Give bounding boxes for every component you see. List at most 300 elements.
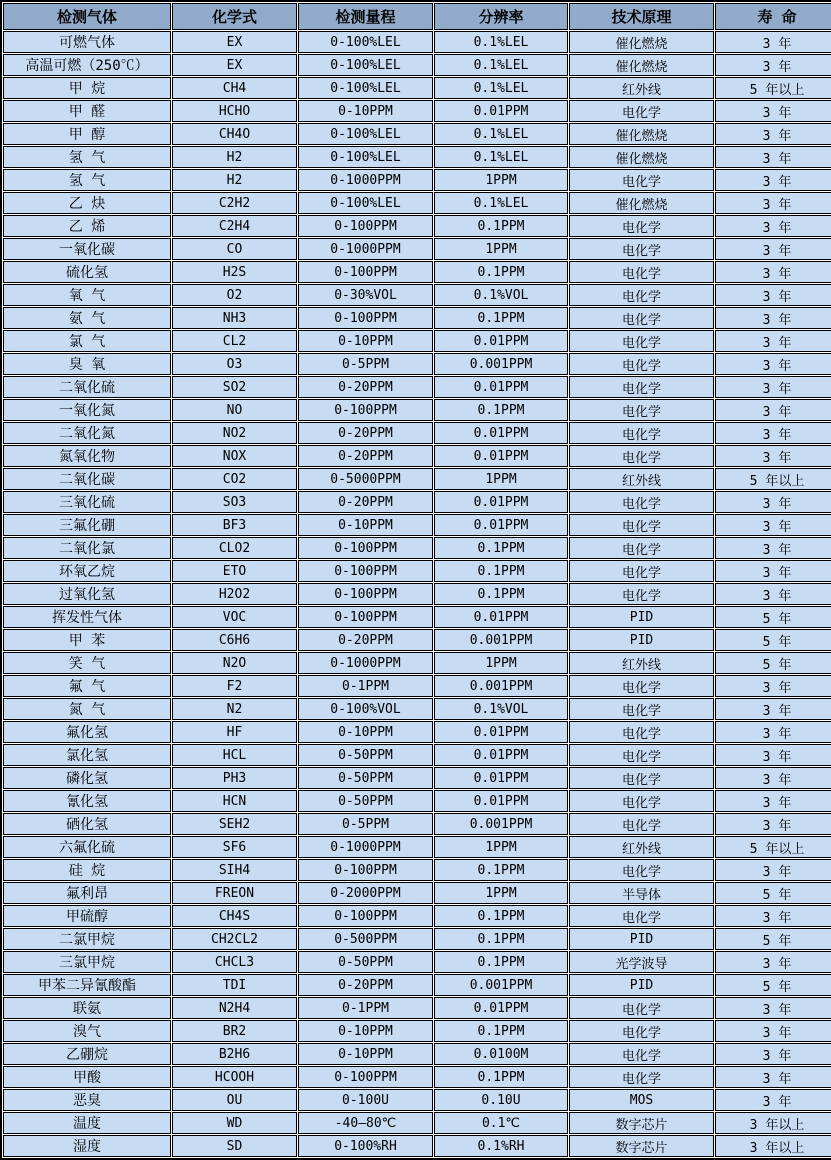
lifespan-cell: 5 年 [715, 974, 831, 996]
formula-cell: O2 [172, 284, 297, 306]
range-cell: 0-100PPM [298, 905, 433, 927]
resolution-cell: 0.1PPM [434, 399, 568, 421]
resolution-cell: 0.1%LEL [434, 77, 568, 99]
gas-table-body [3, 31, 831, 1157]
principle-cell: PID [569, 974, 714, 996]
resolution-cell: 0.01PPM [434, 445, 568, 467]
table-row [3, 1089, 831, 1111]
range-cell: 0-20PPM [298, 422, 433, 444]
formula-cell: HCN [172, 790, 297, 812]
header-row [3, 3, 831, 30]
lifespan-cell: 3 年 [715, 951, 831, 973]
table-row [3, 698, 831, 720]
table-row [3, 1020, 831, 1042]
formula-cell: HCHO [172, 100, 297, 122]
formula-cell: H2 [172, 169, 297, 191]
formula-cell: HCOOH [172, 1066, 297, 1088]
table-row [3, 123, 831, 145]
gas-name-cell: 氢 气 [3, 169, 171, 191]
principle-cell: PID [569, 928, 714, 950]
lifespan-cell: 3 年 [715, 353, 831, 375]
principle-cell: 数字芯片 [569, 1112, 714, 1134]
table-row [3, 744, 831, 766]
table-row [3, 836, 831, 858]
resolution-cell: 0.1%LEL [434, 54, 568, 76]
table-row [3, 1112, 831, 1134]
gas-name-cell: 二氧化硫 [3, 376, 171, 398]
principle-cell: 电化学 [569, 744, 714, 766]
lifespan-cell: 3 年 [715, 859, 831, 881]
table-row [3, 859, 831, 881]
gas-name-cell: 甲 醇 [3, 123, 171, 145]
lifespan-cell: 3 年 [715, 721, 831, 743]
formula-cell: BR2 [172, 1020, 297, 1042]
formula-cell: O3 [172, 353, 297, 375]
resolution-cell: 0.1PPM [434, 583, 568, 605]
range-cell: 0-20PPM [298, 629, 433, 651]
formula-cell: CL2 [172, 330, 297, 352]
gas-name-cell: 三氯甲烷 [3, 951, 171, 973]
lifespan-cell: 3 年 [715, 422, 831, 444]
range-cell: 0-20PPM [298, 445, 433, 467]
range-cell: 0-100%LEL [298, 77, 433, 99]
table-row [3, 54, 831, 76]
gas-name-cell: 甲酸 [3, 1066, 171, 1088]
lifespan-cell: 3 年 [715, 905, 831, 927]
table-row [3, 353, 831, 375]
table-row [3, 767, 831, 789]
range-cell: 0-1000PPM [298, 836, 433, 858]
table-row [3, 468, 831, 490]
lifespan-cell: 3 年 [715, 997, 831, 1019]
lifespan-cell: 3 年 [715, 238, 831, 260]
lifespan-cell: 5 年 [715, 606, 831, 628]
lifespan-cell: 3 年 [715, 675, 831, 697]
lifespan-cell: 3 年 [715, 330, 831, 352]
principle-cell: 电化学 [569, 514, 714, 536]
gas-name-cell: 联氨 [3, 997, 171, 1019]
formula-cell: NO [172, 399, 297, 421]
range-cell: 0-10PPM [298, 1043, 433, 1065]
resolution-cell: 0.01PPM [434, 491, 568, 513]
principle-cell: 电化学 [569, 859, 714, 881]
resolution-cell: 0.001PPM [434, 629, 568, 651]
table-row [3, 997, 831, 1019]
resolution-cell: 0.0100M [434, 1043, 568, 1065]
lifespan-cell: 3 年 [715, 100, 831, 122]
principle-cell: 电化学 [569, 813, 714, 835]
resolution-cell: 0.1%VOL [434, 698, 568, 720]
gas-name-cell: 二氧化碳 [3, 468, 171, 490]
resolution-cell: 0.1PPM [434, 859, 568, 881]
table-row [3, 951, 831, 973]
formula-cell: CO [172, 238, 297, 260]
formula-cell: CH2CL2 [172, 928, 297, 950]
resolution-cell: 1PPM [434, 652, 568, 674]
principle-cell: 电化学 [569, 905, 714, 927]
resolution-cell: 0.1PPM [434, 928, 568, 950]
range-cell: -40—80℃ [298, 1112, 433, 1134]
table-row [3, 813, 831, 835]
table-row [3, 514, 831, 536]
table-row [3, 560, 831, 582]
formula-cell: WD [172, 1112, 297, 1134]
resolution-cell: 0.001PPM [434, 813, 568, 835]
principle-cell: 催化燃烧 [569, 123, 714, 145]
resolution-cell: 0.1PPM [434, 537, 568, 559]
table-row [3, 606, 831, 628]
table-row [3, 652, 831, 674]
principle-cell: 电化学 [569, 399, 714, 421]
gas-name-cell: 湿度 [3, 1135, 171, 1157]
resolution-cell: 1PPM [434, 468, 568, 490]
range-cell: 0-100%LEL [298, 146, 433, 168]
formula-cell: EX [172, 31, 297, 53]
formula-cell: EX [172, 54, 297, 76]
resolution-cell: 0.1PPM [434, 1066, 568, 1088]
range-cell: 0-100%RH [298, 1135, 433, 1157]
resolution-cell: 0.10U [434, 1089, 568, 1111]
gas-name-cell: 三氟化硼 [3, 514, 171, 536]
lifespan-cell: 3 年 [715, 399, 831, 421]
formula-cell: CH4 [172, 77, 297, 99]
principle-cell: 红外线 [569, 77, 714, 99]
formula-cell: H2S [172, 261, 297, 283]
range-cell: 0-50PPM [298, 951, 433, 973]
principle-cell: 电化学 [569, 997, 714, 1019]
principle-cell: 电化学 [569, 238, 714, 260]
gas-name-cell: 乙 烯 [3, 215, 171, 237]
resolution-cell: 0.1PPM [434, 905, 568, 927]
gas-name-cell: 硒化氢 [3, 813, 171, 835]
range-cell: 0-10PPM [298, 100, 433, 122]
lifespan-cell: 5 年 [715, 928, 831, 950]
gas-name-cell: 甲 醛 [3, 100, 171, 122]
gas-name-cell: 溴气 [3, 1020, 171, 1042]
range-cell: 0-100PPM [298, 560, 433, 582]
gas-name-cell: 氧 气 [3, 284, 171, 306]
table-row [3, 261, 831, 283]
gas-name-cell: 一氧化氮 [3, 399, 171, 421]
range-cell: 0-1000PPM [298, 238, 433, 260]
resolution-cell: 0.1%VOL [434, 284, 568, 306]
formula-cell: SF6 [172, 836, 297, 858]
table-row [3, 169, 831, 191]
resolution-cell: 0.1PPM [434, 261, 568, 283]
principle-cell: 电化学 [569, 1020, 714, 1042]
formula-cell: HCL [172, 744, 297, 766]
header-resolution: 分辨率 [434, 3, 568, 30]
formula-cell: HF [172, 721, 297, 743]
gas-name-cell: 氮氧化物 [3, 445, 171, 467]
principle-cell: 半导体 [569, 882, 714, 904]
gas-name-cell: 笑 气 [3, 652, 171, 674]
formula-cell: H2O2 [172, 583, 297, 605]
range-cell: 0-500PPM [298, 928, 433, 950]
table-row [3, 215, 831, 237]
formula-cell: SO3 [172, 491, 297, 513]
range-cell: 0-50PPM [298, 744, 433, 766]
range-cell: 0-100PPM [298, 399, 433, 421]
resolution-cell: 0.1%LEL [434, 123, 568, 145]
resolution-cell: 0.01PPM [434, 606, 568, 628]
resolution-cell: 0.1%LEL [434, 31, 568, 53]
formula-cell: BF3 [172, 514, 297, 536]
range-cell: 0-100PPM [298, 606, 433, 628]
table-row [3, 491, 831, 513]
principle-cell: 电化学 [569, 376, 714, 398]
table-row [3, 307, 831, 329]
lifespan-cell: 3 年 [715, 583, 831, 605]
formula-cell: NOX [172, 445, 297, 467]
principle-cell: 催化燃烧 [569, 31, 714, 53]
table-row [3, 675, 831, 697]
formula-cell: F2 [172, 675, 297, 697]
principle-cell: 电化学 [569, 169, 714, 191]
gas-name-cell: 二氯甲烷 [3, 928, 171, 950]
lifespan-cell: 5 年以上 [715, 77, 831, 99]
range-cell: 0-20PPM [298, 974, 433, 996]
gas-name-cell: 可燃气体 [3, 31, 171, 53]
range-cell: 0-20PPM [298, 376, 433, 398]
lifespan-cell: 3 年 [715, 284, 831, 306]
range-cell: 0-100PPM [298, 583, 433, 605]
header-range: 检测量程 [298, 3, 433, 30]
formula-cell: NO2 [172, 422, 297, 444]
gas-name-cell: 甲 苯 [3, 629, 171, 651]
resolution-cell: 0.01PPM [434, 100, 568, 122]
table-row [3, 583, 831, 605]
formula-cell: SEH2 [172, 813, 297, 835]
principle-cell: 电化学 [569, 721, 714, 743]
lifespan-cell: 3 年 [715, 744, 831, 766]
formula-cell: C2H2 [172, 192, 297, 214]
formula-cell: SIH4 [172, 859, 297, 881]
gas-name-cell: 氨 气 [3, 307, 171, 329]
gas-name-cell: 环氧乙烷 [3, 560, 171, 582]
formula-cell: NH3 [172, 307, 297, 329]
resolution-cell: 0.01PPM [434, 721, 568, 743]
table-row [3, 284, 831, 306]
lifespan-cell: 3 年 [715, 790, 831, 812]
lifespan-cell: 3 年 [715, 54, 831, 76]
table-row [3, 905, 831, 927]
range-cell: 0-5PPM [298, 813, 433, 835]
table-row [3, 330, 831, 352]
formula-cell: CHCL3 [172, 951, 297, 973]
table-row [3, 31, 831, 53]
lifespan-cell: 3 年 [715, 169, 831, 191]
table-row [3, 146, 831, 168]
resolution-cell: 0.01PPM [434, 997, 568, 1019]
resolution-cell: 1PPM [434, 238, 568, 260]
principle-cell: 电化学 [569, 215, 714, 237]
gas-name-cell: 二氧化氮 [3, 422, 171, 444]
formula-cell: SD [172, 1135, 297, 1157]
lifespan-cell: 3 年 [715, 1043, 831, 1065]
formula-cell: N2H4 [172, 997, 297, 1019]
formula-cell: N2 [172, 698, 297, 720]
table-row [3, 192, 831, 214]
table-row [3, 1066, 831, 1088]
gas-name-cell: 六氟化硫 [3, 836, 171, 858]
resolution-cell: 0.01PPM [434, 422, 568, 444]
principle-cell: 电化学 [569, 675, 714, 697]
table-row [3, 445, 831, 467]
lifespan-cell: 3 年 [715, 146, 831, 168]
range-cell: 0-100%LEL [298, 192, 433, 214]
formula-cell: CH4O [172, 123, 297, 145]
gas-name-cell: 磷化氢 [3, 767, 171, 789]
lifespan-cell: 3 年 [715, 560, 831, 582]
table-row [3, 1135, 831, 1157]
principle-cell: 电化学 [569, 307, 714, 329]
gas-name-cell: 甲硫醇 [3, 905, 171, 927]
table-row [3, 376, 831, 398]
gas-name-cell: 过氧化氢 [3, 583, 171, 605]
resolution-cell: 0.1PPM [434, 560, 568, 582]
principle-cell: 红外线 [569, 468, 714, 490]
formula-cell: C2H4 [172, 215, 297, 237]
resolution-cell: 0.01PPM [434, 514, 568, 536]
formula-cell: CLO2 [172, 537, 297, 559]
principle-cell: 电化学 [569, 560, 714, 582]
gas-name-cell: 乙 炔 [3, 192, 171, 214]
lifespan-cell: 3 年 [715, 31, 831, 53]
principle-cell: 红外线 [569, 652, 714, 674]
principle-cell: 电化学 [569, 445, 714, 467]
range-cell: 0-100PPM [298, 1066, 433, 1088]
range-cell: 0-50PPM [298, 767, 433, 789]
formula-cell: FREON [172, 882, 297, 904]
resolution-cell: 0.1%RH [434, 1135, 568, 1157]
formula-cell: ETO [172, 560, 297, 582]
principle-cell: MOS [569, 1089, 714, 1111]
range-cell: 0-100%VOL [298, 698, 433, 720]
principle-cell: 催化燃烧 [569, 192, 714, 214]
resolution-cell: 0.01PPM [434, 330, 568, 352]
range-cell: 0-10PPM [298, 330, 433, 352]
gas-name-cell: 二氧化氯 [3, 537, 171, 559]
lifespan-cell: 3 年 [715, 537, 831, 559]
principle-cell: 电化学 [569, 790, 714, 812]
resolution-cell: 0.1PPM [434, 1020, 568, 1042]
range-cell: 0-100U [298, 1089, 433, 1111]
range-cell: 0-30%VOL [298, 284, 433, 306]
range-cell: 0-50PPM [298, 790, 433, 812]
resolution-cell: 0.001PPM [434, 353, 568, 375]
resolution-cell: 0.01PPM [434, 744, 568, 766]
resolution-cell: 0.1PPM [434, 215, 568, 237]
range-cell: 0-100%LEL [298, 123, 433, 145]
range-cell: 0-1000PPM [298, 169, 433, 191]
principle-cell: 数字芯片 [569, 1135, 714, 1157]
gas-name-cell: 一氧化碳 [3, 238, 171, 260]
range-cell: 0-100%LEL [298, 31, 433, 53]
lifespan-cell: 3 年 [715, 307, 831, 329]
principle-cell: 电化学 [569, 583, 714, 605]
header-lifespan: 寿 命 [715, 3, 831, 30]
table-row [3, 100, 831, 122]
formula-cell: CO2 [172, 468, 297, 490]
gas-name-cell: 乙硼烷 [3, 1043, 171, 1065]
table-row [3, 77, 831, 99]
table-row [3, 629, 831, 651]
principle-cell: PID [569, 606, 714, 628]
lifespan-cell: 3 年 [715, 445, 831, 467]
formula-cell: SO2 [172, 376, 297, 398]
range-cell: 0-10PPM [298, 721, 433, 743]
principle-cell: 催化燃烧 [569, 54, 714, 76]
range-cell: 0-2000PPM [298, 882, 433, 904]
lifespan-cell: 5 年以上 [715, 468, 831, 490]
range-cell: 0-1PPM [298, 675, 433, 697]
lifespan-cell: 3 年 [715, 514, 831, 536]
range-cell: 0-5PPM [298, 353, 433, 375]
formula-cell: PH3 [172, 767, 297, 789]
gas-name-cell: 硫化氢 [3, 261, 171, 283]
principle-cell: 电化学 [569, 284, 714, 306]
table-row [3, 399, 831, 421]
table-row [3, 790, 831, 812]
gas-name-cell: 硅 烷 [3, 859, 171, 881]
formula-cell: VOC [172, 606, 297, 628]
lifespan-cell: 5 年 [715, 629, 831, 651]
principle-cell: 电化学 [569, 422, 714, 444]
range-cell: 0-5000PPM [298, 468, 433, 490]
resolution-cell: 0.1PPM [434, 951, 568, 973]
resolution-cell: 0.1%LEL [434, 146, 568, 168]
resolution-cell: 1PPM [434, 882, 568, 904]
range-cell: 0-1PPM [298, 997, 433, 1019]
table-row [3, 721, 831, 743]
lifespan-cell: 3 年 [715, 767, 831, 789]
range-cell: 0-100%LEL [298, 54, 433, 76]
principle-cell: 电化学 [569, 1043, 714, 1065]
resolution-cell: 0.001PPM [434, 675, 568, 697]
table-row [3, 1043, 831, 1065]
lifespan-cell: 3 年 [715, 215, 831, 237]
formula-cell: TDI [172, 974, 297, 996]
lifespan-cell: 3 年 [715, 123, 831, 145]
lifespan-cell: 5 年 [715, 882, 831, 904]
resolution-cell: 1PPM [434, 169, 568, 191]
lifespan-cell: 3 年 [715, 1020, 831, 1042]
resolution-cell: 0.01PPM [434, 790, 568, 812]
resolution-cell: 0.1%LEL [434, 192, 568, 214]
lifespan-cell: 3 年 [715, 376, 831, 398]
range-cell: 0-1000PPM [298, 652, 433, 674]
lifespan-cell: 3 年 [715, 813, 831, 835]
range-cell: 0-100PPM [298, 537, 433, 559]
range-cell: 0-100PPM [298, 215, 433, 237]
resolution-cell: 1PPM [434, 836, 568, 858]
table-row [3, 882, 831, 904]
table-row [3, 537, 831, 559]
header-principle: 技术原理 [569, 3, 714, 30]
lifespan-cell: 3 年 [715, 491, 831, 513]
header-gas-name: 检测气体 [3, 3, 171, 30]
lifespan-cell: 3 年 [715, 698, 831, 720]
table-header [3, 3, 831, 30]
gas-name-cell: 氯化氢 [3, 744, 171, 766]
header-formula: 化学式 [172, 3, 297, 30]
formula-cell: OU [172, 1089, 297, 1111]
lifespan-cell: 3 年 [715, 261, 831, 283]
resolution-cell: 0.01PPM [434, 376, 568, 398]
gas-name-cell: 三氧化硫 [3, 491, 171, 513]
gas-name-cell: 氰化氢 [3, 790, 171, 812]
